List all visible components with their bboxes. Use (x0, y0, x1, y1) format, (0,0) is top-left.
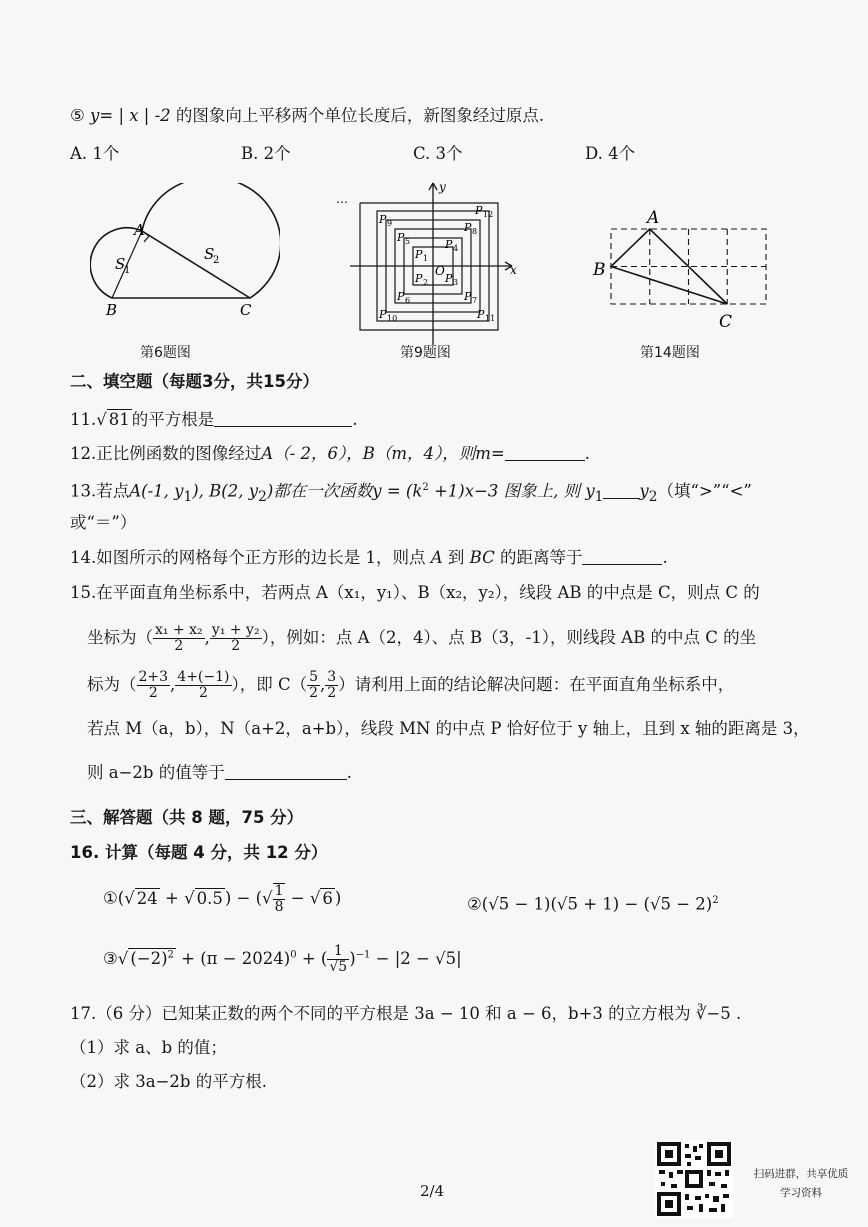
q15-line5: 则 a−2b 的值等于 . (87, 763, 352, 782)
q17: 17.（6 分）已知某正数的两个不同的平方根是 3a − 10 和 a − 6，b+3 的立方根为 ∛−5 . (70, 1004, 742, 1023)
svg-text:P: P (464, 290, 472, 303)
svg-text:P: P (445, 272, 453, 285)
svg-text:5: 5 (405, 237, 411, 246)
f6-label-s1-sub: 1 (124, 265, 131, 276)
caption-fig14: 第14题图 (640, 345, 700, 361)
svg-text:8: 8 (472, 227, 478, 236)
q13: 13.若点A(-1, $y_1$), B(2, $y_2$)都在一次函数$y = (k^2 +1)x-3$ 图象上, 则 $y_1$ $y_2$（填“>”“<” (70, 481, 752, 505)
q12: 12.正比例函数的图像经过A（- 2，6），B（m，4），则m= . (70, 444, 590, 463)
f9-label-y: y (439, 180, 446, 194)
qr-caption: 扫码进群，共享优质 学习资料 (753, 1168, 849, 1199)
svg-text:P: P (379, 213, 387, 226)
q11-answer-blank (214, 410, 352, 427)
f6-label-c: C (240, 301, 252, 319)
frac-y: $\frac{\text{y₁ + y₂}}{2}$ (211, 622, 260, 654)
figure-9 (332, 175, 532, 345)
svg-text:10: 10 (387, 314, 398, 323)
svg-text:9: 9 (387, 219, 393, 228)
q14-answer-blank (582, 548, 662, 565)
svg-text:7: 7 (472, 296, 478, 305)
q16-title: 16. 计算（每题 4 分，共 12 分） (70, 843, 328, 862)
q15-line4: 若点 M（a，b），N（a+2，a+b），线段 MN 的中点 P 恰好位于 y 轴上，且到 x 轴的距离是 3， (87, 719, 810, 738)
q15-line2: 坐标为（ $\frac{\text{x₁ + x₂}}{2}$ , $\frac{\text{y₁ + y₂}}{2}$ ），例如：点 A（2，4）、点 B（3，-1），则线段 AB 的中点 C 的坐 (87, 622, 757, 654)
svg-text:4: 4 (453, 244, 459, 253)
svg-text:P: P (379, 308, 387, 321)
q11: 11.√ 81 的平方根是 . (70, 410, 358, 429)
svg-text:6: 6 (405, 296, 411, 305)
svg-text:P: P (477, 308, 485, 321)
f6-label-s2-sub: 2 (213, 255, 220, 266)
f6-label-s2: S (204, 245, 215, 263)
svg-text:11: 11 (485, 314, 496, 323)
svg-text:P: P (415, 248, 423, 261)
frac-x: $\frac{\text{x₁ + x₂}}{2}$ (155, 622, 203, 654)
f14-label-b: B (593, 260, 606, 280)
q13-cont: 或“＝”） (70, 513, 137, 532)
svg-text:P: P (397, 231, 405, 244)
svg-text:2: 2 (423, 278, 429, 287)
svg-text:P: P (445, 238, 453, 251)
q16-expr2: ②(√5 − $1)(√5 + 1) - (√5 - 2)^2$ (467, 894, 719, 914)
f9-label-x: x (510, 263, 517, 277)
f6-label-b: B (106, 301, 118, 319)
q14: 14.如图所示的网格每个正方形的边长是 1，则点 A 到 BC 的距离等于 . (70, 548, 668, 567)
q17-sub1: （1）求 a、b 的值； (70, 1038, 227, 1057)
caption-fig6: 第6题图 (140, 345, 191, 361)
f9-dots: … (336, 192, 348, 206)
svg-text:1: 1 (423, 254, 429, 263)
svg-text:P: P (464, 221, 472, 234)
f9-label-o: O (435, 264, 445, 278)
option-a: A. 1个 (70, 144, 120, 163)
svg-text:P: P (397, 290, 405, 303)
svg-text:P: P (475, 204, 483, 217)
section3-title: 三、解答题（共 8 题，75 分） (70, 808, 304, 827)
f14-label-a: A (647, 208, 660, 228)
q15-answer-blank (225, 763, 347, 780)
q17-sub2: （2）求 3a−2b 的平方根. (70, 1072, 267, 1091)
q16-expr1: ①(√ 24 + √ 0.5 ) − (√ $\frac{1}{8}$ − √ 6 ) (103, 883, 342, 915)
option-b: B. 2个 (241, 144, 291, 163)
svg-text:12: 12 (483, 210, 494, 219)
svg-text:3: 3 (453, 278, 459, 287)
svg-text:P: P (415, 272, 423, 285)
f14-label-c: C (719, 312, 733, 332)
option-c: C. 3个 (413, 144, 463, 163)
f6-label-s1: S (115, 255, 126, 273)
q5-item: ⑤ y= | x | -2 的图象向上平移两个单位长度后，新图象经过原点. (70, 106, 545, 125)
figure-6 (90, 183, 280, 328)
option-d: D. 4个 (585, 144, 636, 163)
figure-14 (588, 205, 778, 335)
caption-fig9: 第9题图 (400, 345, 451, 361)
q16-expr3: ③√ $(-2)^2 + (\pi - 2024)^0$ + ( $\frac{1}{√5}$ )$^{-1}$ − |2 − √5| (103, 943, 462, 975)
f6-label-a: A (134, 221, 145, 239)
q15-line3: 标为（ $\frac{2+3}{2}$ , $\frac{4+(-1)}{2}$ ），即 C（ $\frac{5}{2}$ , $\frac{3}{2}$ ）请利用上面的结论解决问题：在平面直角坐标系中， (87, 669, 735, 701)
page-number: 2/4 (420, 1182, 445, 1200)
q13-answer-blank (603, 482, 639, 499)
q12-answer-blank (505, 444, 585, 461)
section2-title: 二、填空题（每题3分，共15分） (70, 372, 319, 391)
q15-line1: 15.在平面直角坐标系中，若两点 A（x₁，y₁）、B（x₂，y₂），线段 AB 的中点是 C，则点 C 的 (70, 583, 760, 602)
qr-code-icon (655, 1140, 733, 1218)
